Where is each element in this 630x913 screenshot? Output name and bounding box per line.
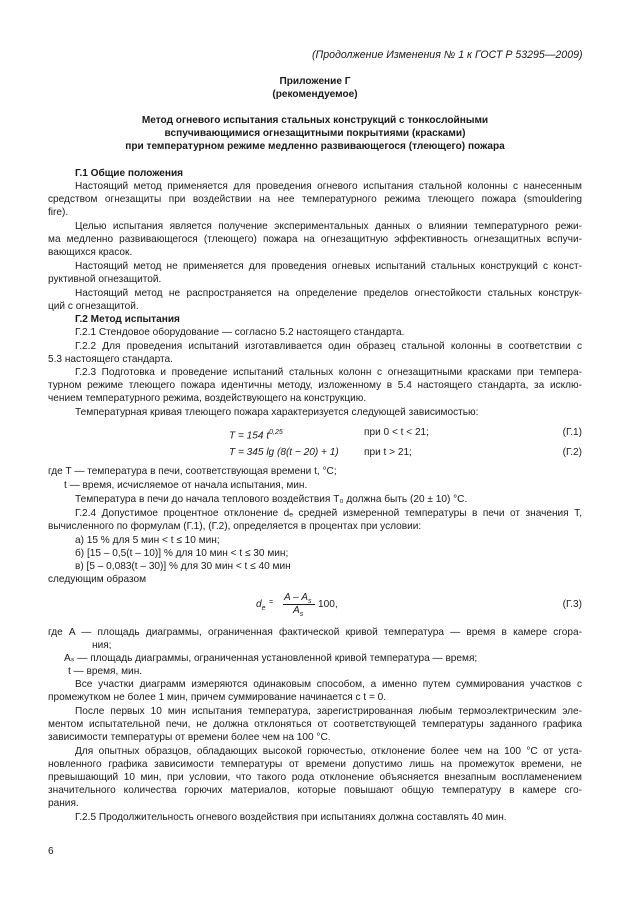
section-2-line: турном режиме тлеющего пожара идентичны методу, изложенному в 5.4 настоящего стандарта, за исклю- <box>48 380 582 391</box>
where-line: Температура в печи до начала теплового воздействия T₀ должна быть (20 ± 10) °С. <box>75 494 468 505</box>
where-line: значительного количества горючих материалов, которые повышают общую температуру в камере сго- <box>48 785 582 796</box>
formula-g3-tail: 100, <box>318 599 338 610</box>
where-line: Aₛ — площадь диаграммы, ограниченная установленной кривой температура — время; <box>64 653 478 664</box>
where-line: новленного графика зависимости температуры от времени допустимо лишь на промежуток времени, не <box>48 759 582 770</box>
where-line: следующим образом <box>48 574 147 585</box>
section-1-line: ций с огнезащитой. <box>48 301 139 312</box>
doc-title-line-2: вспучивающимися огнезащитными покрытиями (красками) <box>164 128 466 139</box>
where-line: t — время, мин. <box>68 666 143 677</box>
where-line: рания. <box>48 798 79 809</box>
where-line: ния; <box>92 640 112 651</box>
where-line: ментом испытательной печи, не должна отклоняться от соответствующей температуры заданного графика <box>48 719 582 730</box>
appendix-status: (рекомендуемое) <box>272 89 358 100</box>
where-line: в) [5 – 0,083(t – 30)] % для 30 мин < t ≤ 40 мин <box>75 561 291 572</box>
formula-g2-expression: T = 345 lg (8(t − 20) + 1) <box>229 447 339 458</box>
where-line: б) [15 – 0,5(t – 10)] % для 10 мин < t ≤ 30 мин; <box>75 548 289 559</box>
appendix-title: Приложение Г <box>279 76 351 87</box>
where-line: превышающий 10 мин, при условии, что такого рода отклонение объясняется внезапным воспламенением <box>48 772 582 783</box>
doc-title-line-3: при температурном режиме медленно развивающегося (тлеющего) пожара <box>125 141 505 152</box>
where-line: Для опытных образцов, обладающих высокой горючестью, отклонение более чем на 100 °С от уста- <box>75 746 582 757</box>
formula-g3-denominator: $A_s$ <box>293 605 304 619</box>
section-1-heading: Г.1 Общие положения <box>75 168 184 179</box>
section-2-line: 5.3 настоящего стандарта. <box>48 354 173 365</box>
section-1-line: вающихся красок. <box>48 247 133 258</box>
section-1-line: fire). <box>48 207 69 218</box>
running-header: (Продолжение Изменения № 1 к ГОСТ Р 53295—2009) <box>312 49 583 61</box>
where-line: где T — температура в печи, соответствующая времени t, °С; <box>48 466 337 477</box>
formula-g3-numerator: A – $A_s$ <box>284 592 312 606</box>
where-line: промежутком не более 1 мин, причем суммирование начинается с t = 0. <box>48 692 387 703</box>
formula-g3-number: (Г.3) <box>562 599 582 610</box>
page-number: 6 <box>48 846 54 857</box>
where-line: зависимости температуры от времени более чем на 100 °С. <box>48 732 331 743</box>
section-1-line: руктивной огнезащитой. <box>48 274 162 285</box>
where-line: Г.2.5 Продолжительность огневого воздействия при испытаниях должна составлять 40 мин. <box>75 812 507 823</box>
section-2-line: Температурная кривая тлеющего пожара характеризуется следующей зависимостью: <box>75 407 479 418</box>
section-2-heading: Г.2 Метод испытания <box>75 314 180 325</box>
section-1-line: Настоящий метод не применяется для проведения огневых испытаний стальных конструкций с конст- <box>75 261 582 272</box>
section-2-line: Г.2.3 Подготовка и проведение испытаний стальных колонн с огнезащитными красками при темпера- <box>75 367 582 378</box>
section-1-line: ма медленно развивающегося (тлеющего) пожара на огнезащитную эффективность огнезащитных вспучи- <box>48 234 582 245</box>
where-line: t — время, исчисляемое от начала испытания, мин. <box>64 480 308 491</box>
formula-g2-condition: при t > 21; <box>364 447 412 458</box>
section-1-line: Целью испытания является получение экспериментальных данных о влиянии температурного режи- <box>75 221 582 232</box>
where-line: вычисленного по формулам (Г.1), (Г.2), определяется в процентах при условии: <box>48 521 422 532</box>
formula-g3-equals: = <box>269 599 274 606</box>
where-line: а) 15 % для 5 мин < t ≤ 10 мин; <box>75 535 220 546</box>
section-1-line: средством огнезащиты при воздействии на нее температурного режима тлеющего пожара (smouldering <box>48 194 582 205</box>
formula-g1-condition: при 0 < t < 21; <box>364 427 429 438</box>
section-2-line: чением температурного режима, воздействующего на конструкцию. <box>48 393 367 404</box>
section-2-line: Г.2.2 Для проведения испытаний изготавливается один образец стальной колонны в соответствии с <box>75 341 582 352</box>
where-line: Г.2.4 Допустимое процентное отклонение dₑ средней измеренной температуры в печи от значения T, <box>75 508 582 519</box>
section-2-line: Г.2.1 Стендовое оборудование — согласно 5.2 настоящего стандарта. <box>75 327 405 338</box>
where-line: Все участки диаграмм измеряются одинаковым способом, а именно путем суммирования участков с <box>75 679 582 690</box>
formula-g1-number: (Г.1) <box>562 427 582 438</box>
formula-g3-lhs: $d_e$ <box>256 599 266 613</box>
where-line: После первых 10 мин испытания температура, зарегистрированная любым термоэлектрическим эле- <box>75 706 582 717</box>
doc-title-line-1: Метод огневого испытания стальных конструкций с тонкослойными <box>141 115 489 126</box>
section-1-line: Настоящий метод применяется для проведения огневого испытания стальной колонны с нанесенным <box>75 181 582 192</box>
section-1-line: Настоящий метод не распространяется на определение пределов огнестойкости стальных конструк- <box>75 288 582 299</box>
formula-g1-expression: T = 154 $t^{0,25}$ <box>229 429 283 442</box>
formula-g2-number: (Г.2) <box>562 447 582 458</box>
where-line: где A — площадь диаграммы, ограниченная фактической кривой температура — время в камере сгора- <box>48 627 582 638</box>
